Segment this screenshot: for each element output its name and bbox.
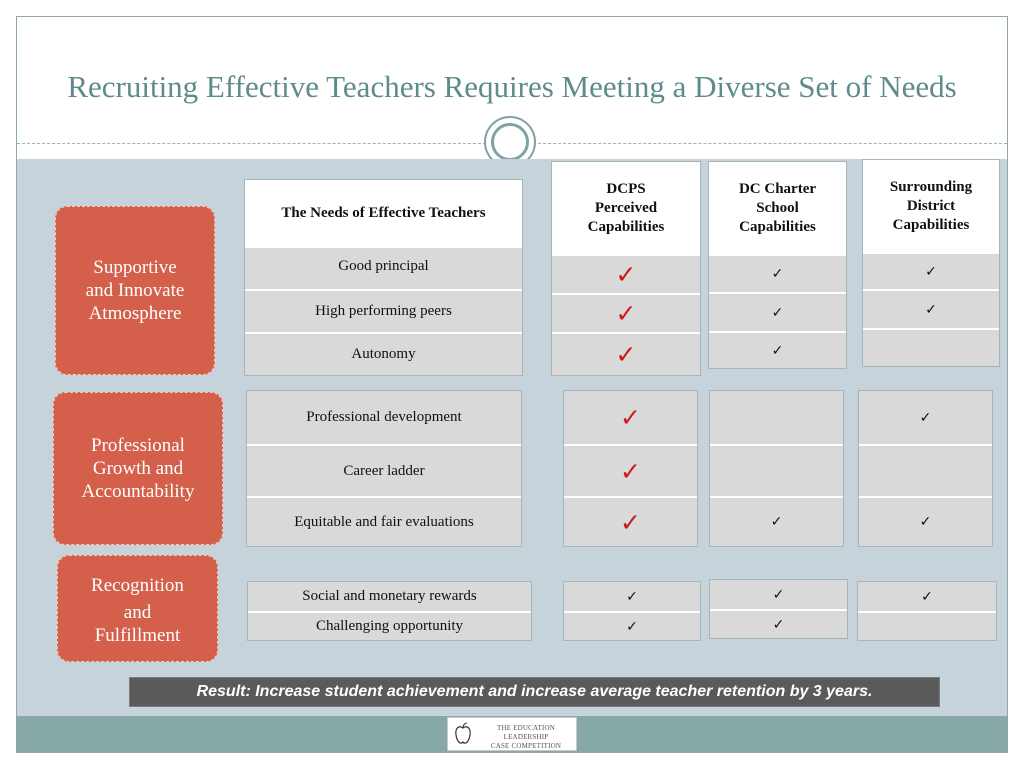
check-cell	[709, 254, 846, 292]
check-icon: ✓	[772, 586, 785, 603]
check-icon: ✓	[771, 266, 784, 282]
check-icon: ✓	[770, 514, 783, 530]
category-line: Professional	[91, 435, 185, 456]
district-header-line: District	[906, 197, 956, 214]
check-icon: ✓	[615, 260, 637, 289]
check-cell	[709, 292, 846, 331]
category-line: and	[123, 601, 152, 623]
check-cell	[710, 609, 847, 638]
check-cell	[552, 332, 700, 375]
needs-table-group-1	[244, 179, 523, 376]
check-icon: ✓	[921, 588, 933, 605]
title-band	[17, 17, 1007, 159]
charter-header-line: DC Charter	[738, 180, 817, 197]
district-header-line: Surrounding	[889, 178, 973, 195]
need-label: High performing peers	[315, 303, 452, 319]
check-cell	[710, 580, 847, 609]
district-table-group-3	[857, 581, 997, 641]
check-icon: ✓	[626, 618, 638, 635]
category-line: Recognition	[91, 574, 184, 596]
apple-icon	[454, 722, 472, 746]
check-icon: ✓	[615, 340, 637, 369]
need-label: Career ladder	[343, 462, 425, 479]
check-cell	[564, 391, 697, 444]
check-cell	[552, 293, 700, 332]
slide-title: Recruiting Effective Teachers Requires Meeting a Diverse Set of Needs	[67, 69, 957, 104]
category-line: Fulfillment	[94, 624, 181, 646]
dcps-table-group-3	[563, 581, 701, 641]
check-icon: ✓	[620, 456, 641, 486]
need-label: Good principal	[338, 258, 429, 274]
charter-header-line: School	[756, 199, 799, 216]
check-cell	[863, 289, 999, 328]
dcps-column-header	[552, 162, 700, 254]
needs-column-header	[245, 180, 522, 246]
check-cell	[710, 444, 843, 496]
need-cell	[247, 444, 521, 496]
check-icon: ✓	[771, 342, 784, 359]
check-cell	[709, 331, 846, 368]
charter-header-line: Capabilities	[739, 218, 816, 235]
result-text: Result: Increase student achievement and increase average teacher retention by 3 years.	[196, 683, 873, 700]
dcps-header-line: Perceived	[594, 199, 658, 216]
check-icon: ✓	[620, 507, 641, 537]
need-cell	[245, 246, 522, 289]
charter-table-group-2	[709, 390, 844, 547]
check-cell	[564, 611, 700, 640]
needs-table-group-2	[246, 390, 522, 547]
check-icon: ✓	[620, 403, 641, 432]
check-cell	[859, 444, 992, 496]
slide	[16, 16, 1008, 753]
category-supportive	[55, 206, 215, 375]
education-leadership-logo	[447, 717, 577, 751]
check-icon: ✓	[771, 304, 784, 321]
category-line: Growth and	[92, 458, 184, 479]
charter-table-group-1	[708, 161, 847, 369]
dcps-table-group-1	[551, 161, 701, 376]
need-label: Autonomy	[351, 346, 416, 362]
logo-line-1: THE EDUCATION LEADERSHIP	[496, 724, 555, 741]
check-cell	[564, 444, 697, 496]
need-cell	[247, 496, 521, 546]
district-header-line: Capabilities	[892, 216, 970, 233]
category-professional-growth	[53, 392, 223, 545]
check-cell	[564, 582, 700, 611]
check-icon: ✓	[626, 588, 638, 605]
category-line: Supportive	[93, 257, 177, 278]
district-table-group-2	[858, 390, 993, 547]
result-banner	[129, 677, 940, 707]
check-cell	[863, 252, 999, 289]
check-cell	[858, 582, 996, 611]
category-line: Accountability	[81, 481, 195, 502]
check-cell	[710, 391, 843, 444]
need-label: Social and monetary rewards	[302, 588, 477, 604]
need-cell	[245, 332, 522, 375]
check-cell	[863, 328, 999, 366]
need-label: Challenging opportunity	[315, 618, 464, 634]
need-cell	[248, 611, 531, 640]
check-cell	[552, 254, 700, 293]
category-line: and Innovate	[85, 280, 185, 301]
check-icon: ✓	[615, 299, 637, 328]
check-icon: ✓	[772, 616, 785, 633]
needs-table-group-3	[247, 581, 532, 641]
need-cell	[245, 289, 522, 332]
dcps-table-group-2	[563, 390, 698, 547]
check-cell	[859, 496, 992, 546]
check-icon: ✓	[919, 514, 932, 530]
need-label: Equitable and fair evaluations	[294, 513, 474, 530]
check-icon: ✓	[925, 301, 937, 318]
check-icon: ✓	[925, 263, 937, 280]
need-label: Professional development	[306, 409, 462, 425]
charter-column-header	[709, 162, 846, 254]
check-cell	[564, 496, 697, 546]
check-cell	[858, 611, 996, 640]
check-icon: ✓	[919, 409, 932, 426]
dcps-header-line: Capabilities	[587, 218, 665, 235]
need-cell	[247, 391, 521, 444]
charter-table-group-3	[709, 579, 848, 639]
logo-text	[476, 724, 576, 751]
need-cell	[248, 582, 531, 611]
district-column-header	[863, 160, 999, 252]
category-line: Atmosphere	[88, 303, 182, 324]
check-cell	[859, 391, 992, 444]
district-table-group-1	[862, 159, 1000, 367]
dcps-header-line: DCPS	[606, 180, 646, 197]
check-cell	[710, 496, 843, 546]
logo-line-2: CASE COMPETITION	[490, 742, 562, 750]
category-recognition	[57, 555, 218, 662]
needs-header-label: The Needs of Effective Teachers	[281, 204, 486, 221]
